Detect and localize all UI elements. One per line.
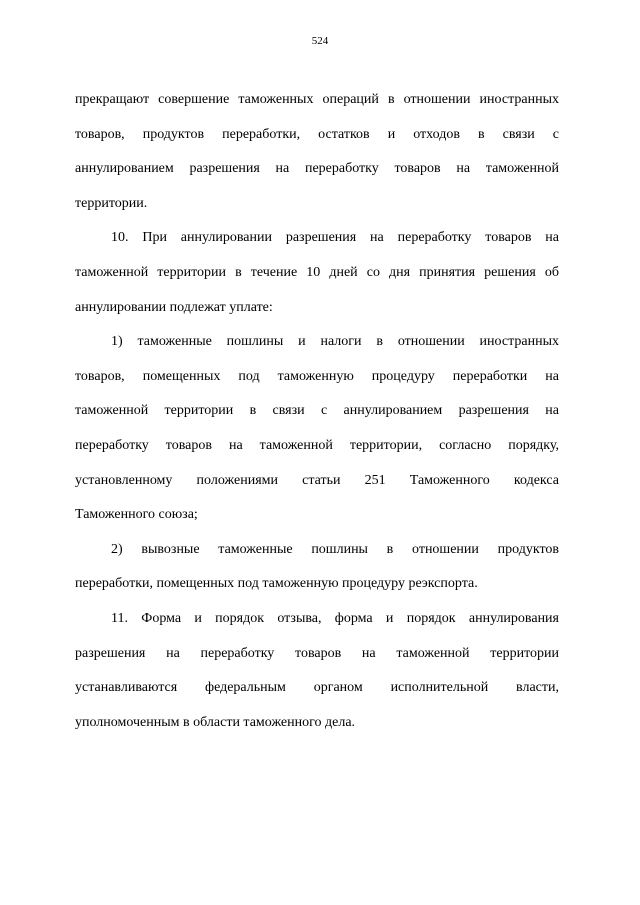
paragraph-line: 2) вывозные таможенные пошлины в отношении продуктов [111,541,559,557]
paragraph-line: прекращают совершение таможенных операций в отношении иностранных [75,92,559,107]
paragraph-line: разрешения на переработку товаров на таможенной территории [75,645,559,661]
paragraph-line: аннулированием разрешения на переработку товаров на таможенной [75,161,559,177]
paragraph-line: территории. [75,195,148,211]
paragraph-line: таможенной территории в связи с аннулированием разрешения на [75,403,559,419]
paragraph-line: устанавливаются федеральным органом исполнительной власти, [75,680,559,696]
paragraph-line: уполномоченным в области таможенного дела. [75,714,356,730]
paragraph-line: переработку товаров на таможенной территории, согласно порядку, [75,437,559,453]
paragraph-line: установленному положениями статьи 251 Таможенного кодекса [75,472,559,488]
paragraph-line: товаров, помещенных под таможенную процедуру переработки на [75,368,559,384]
page-number: 524 [311,35,329,47]
document-body [75,86,559,743]
paragraph-line: 10. При аннулировании разрешения на переработку товаров на [111,230,559,246]
paragraph-line: 1) таможенные пошлины и налоги в отношении иностранных [111,334,559,350]
paragraph-line: аннулировании подлежат уплате: [75,299,273,315]
paragraph-line: таможенной территории в течение 10 дней со дня принятия решения об [75,264,559,280]
paragraph-line: переработки, помещенных под таможенную процедуру реэкспорта. [75,576,478,592]
paragraph-line: Таможенного союза; [75,507,198,523]
paragraph-line: товаров, продуктов переработки, остатков и отходов в связи с [75,126,559,142]
paragraph-line: 11. Форма и порядок отзыва, форма и порядок аннулирования [111,610,559,626]
